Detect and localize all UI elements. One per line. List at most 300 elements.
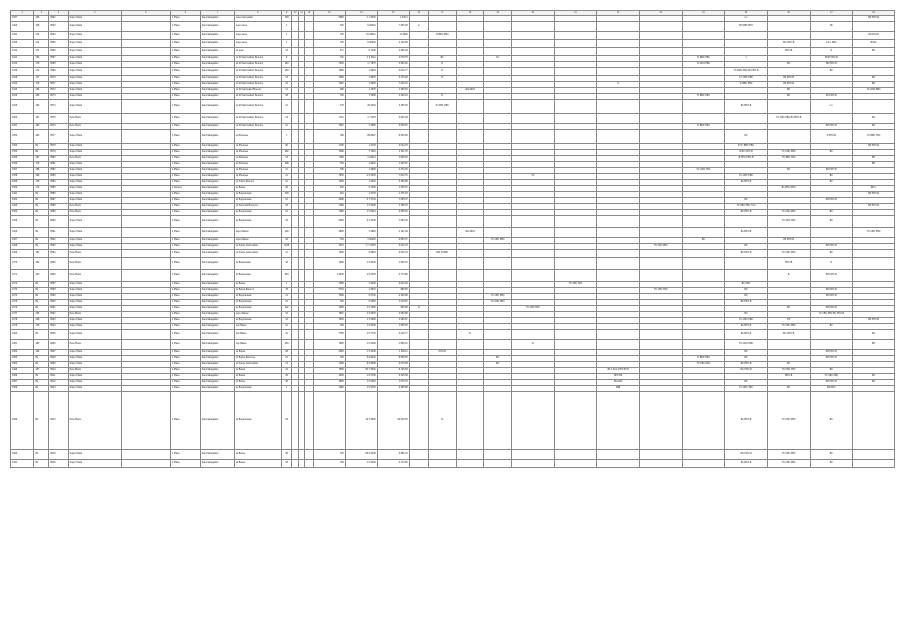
table-cell[interactable]: ss 8Sesoea <box>234 174 281 180</box>
table-cell[interactable]: 1360 <box>11 186 34 192</box>
table-cell[interactable]: 1 7 1 6PH <box>345 244 377 250</box>
table-cell[interactable] <box>121 250 170 258</box>
table-cell[interactable]: Super Plaza <box>68 76 121 82</box>
table-cell[interactable]: 8589 <box>49 210 68 216</box>
table-cell[interactable]: Tc.2461 PBC <box>682 62 725 68</box>
table-cell[interactable]: Sammabagation <box>200 460 234 468</box>
table-cell[interactable]: ss 99 Sammabad. Boreurs <box>234 76 281 82</box>
table-cell[interactable] <box>554 216 597 228</box>
table-cell[interactable]: 8PO B6 <box>597 374 640 380</box>
table-cell[interactable]: 8604 <box>49 324 68 330</box>
table-cell[interactable]: 4508 <box>313 374 345 380</box>
table-cell[interactable]: 1 Plaza <box>170 300 200 306</box>
table-cell[interactable]: 1358 <box>11 174 34 180</box>
table-cell[interactable]: 182 <box>281 150 292 156</box>
table-cell[interactable] <box>313 392 345 450</box>
table-cell[interactable] <box>428 270 456 282</box>
table-cell[interactable]: 1 Plaza <box>170 192 200 198</box>
table-cell[interactable]: B6 PPO-B <box>810 350 853 356</box>
table-cell[interactable] <box>512 40 555 48</box>
table-cell[interactable]: 166 <box>34 130 49 144</box>
table-cell[interactable]: 1 Plaza <box>170 22 200 32</box>
table-cell[interactable] <box>597 130 640 144</box>
table-cell[interactable]: B6 PPO <box>810 386 853 392</box>
table-cell[interactable]: Bss 8b3 <box>597 380 640 386</box>
table-cell[interactable]: B6 PPO-B <box>853 144 895 150</box>
table-cell[interactable]: 2 485.88 <box>377 180 409 186</box>
column-header[interactable]: 14 <box>345 11 377 16</box>
table-cell[interactable]: 61 <box>281 198 292 204</box>
table-cell[interactable] <box>810 330 853 340</box>
table-cell[interactable] <box>554 460 597 468</box>
table-cell[interactable]: 1368 <box>11 244 34 250</box>
table-cell[interactable] <box>554 330 597 340</box>
table-cell[interactable]: 7098 <box>313 250 345 258</box>
table-cell[interactable]: 8581 <box>49 162 68 168</box>
table-cell[interactable] <box>456 392 484 450</box>
table-cell[interactable]: Bs <box>34 386 49 392</box>
table-cell[interactable]: 8609 <box>49 362 68 368</box>
table-cell[interactable]: 7186 <box>313 156 345 162</box>
table-cell[interactable]: 182 <box>34 250 49 258</box>
table-cell[interactable] <box>853 460 895 468</box>
table-cell[interactable]: 1 Plaza <box>170 40 200 48</box>
table-cell[interactable]: 1356 <box>11 162 34 168</box>
column-header[interactable]: 5 <box>121 11 170 16</box>
table-row[interactable] <box>11 228 895 238</box>
table-cell[interactable]: 1355 <box>11 156 34 162</box>
table-cell[interactable]: 7586 <box>313 368 345 374</box>
table-cell[interactable]: 795 <box>313 450 345 460</box>
table-cell[interactable] <box>121 460 170 468</box>
table-cell[interactable] <box>639 48 682 56</box>
table-cell[interactable]: 8566 <box>49 48 68 56</box>
table-cell[interactable]: Bs PPO-B <box>725 330 768 340</box>
table-cell[interactable]: Bs <box>34 380 49 386</box>
table-cell[interactable]: n <box>725 56 768 62</box>
table-cell[interactable]: TC CBC TBC <box>767 368 810 374</box>
table-cell[interactable] <box>121 270 170 282</box>
table-cell[interactable] <box>121 40 170 48</box>
table-cell[interactable]: 8590 <box>49 216 68 228</box>
table-cell[interactable]: 1362 <box>11 198 34 204</box>
table-cell[interactable] <box>456 130 484 144</box>
table-cell[interactable]: 182 <box>34 340 49 350</box>
table-cell[interactable] <box>121 100 170 114</box>
table-cell[interactable]: 1391 <box>11 460 34 468</box>
table-cell[interactable]: TC BBC TBC <box>767 156 810 162</box>
table-cell[interactable] <box>767 340 810 350</box>
table-cell[interactable]: 1 Plaza <box>170 32 200 40</box>
table-cell[interactable]: Bs <box>34 150 49 156</box>
table-cell[interactable]: BC <box>767 386 810 392</box>
table-cell[interactable]: BC <box>767 168 810 174</box>
table-cell[interactable]: 6 PPO-B <box>810 130 853 144</box>
table-cell[interactable]: 1 Plaza <box>170 114 200 124</box>
table-cell[interactable]: 3 050.38 <box>377 114 409 124</box>
column-header[interactable]: 23 <box>639 11 682 16</box>
table-cell[interactable]: 2 448.98 <box>377 294 409 300</box>
table-cell[interactable]: Sammabagation <box>200 168 234 174</box>
table-cell[interactable]: ss Basse <box>234 380 281 386</box>
table-cell[interactable]: 8571 <box>49 82 68 88</box>
table-cell[interactable] <box>597 68 640 76</box>
table-cell[interactable]: BC <box>810 250 853 258</box>
table-cell[interactable]: 788 <box>313 130 345 144</box>
table-cell[interactable]: 889.55 <box>377 288 409 294</box>
table-cell[interactable]: Tc.BBC PBC <box>682 124 725 130</box>
table-cell[interactable] <box>810 32 853 40</box>
table-cell[interactable] <box>853 68 895 76</box>
table-cell[interactable]: 1 Plaza <box>170 294 200 300</box>
table-cell[interactable]: 445 <box>313 186 345 192</box>
table-row[interactable] <box>11 450 895 460</box>
table-cell[interactable]: 7 812.76 <box>377 174 409 180</box>
table-cell[interactable]: BG PPO-B <box>767 330 810 340</box>
table-cell[interactable]: 8569 <box>49 68 68 76</box>
table-cell[interactable]: Sammabagation <box>200 62 234 68</box>
table-cell[interactable]: 1390 <box>11 450 34 460</box>
table-cell[interactable]: 1 Plaza <box>170 340 200 350</box>
table-cell[interactable]: 1378 <box>11 318 34 324</box>
table-cell[interactable]: ss Baypraosaw <box>234 318 281 324</box>
table-cell[interactable]: PPO-B <box>428 350 456 356</box>
column-header[interactable]: 7 <box>200 11 234 16</box>
table-cell[interactable]: ss 99 Sammabad. Boreurs <box>234 100 281 114</box>
table-cell[interactable]: 8563 <box>49 22 68 32</box>
table-cell[interactable]: Bs <box>34 294 49 300</box>
table-cell[interactable]: TC CBC PBC <box>725 76 768 82</box>
table-cell[interactable]: 1382 <box>11 350 34 356</box>
table-cell[interactable] <box>597 100 640 114</box>
table-cell[interactable]: 328 <box>281 192 292 198</box>
table-cell[interactable]: 789 <box>313 324 345 330</box>
table-cell[interactable] <box>725 32 768 40</box>
table-cell[interactable]: ss 8Sesoea <box>234 130 281 144</box>
table-cell[interactable]: BC <box>725 288 768 294</box>
table-cell[interactable] <box>512 250 555 258</box>
table-cell[interactable] <box>682 130 725 144</box>
table-cell[interactable]: 178 <box>34 82 49 88</box>
table-cell[interactable]: 1628 <box>281 244 292 250</box>
table-cell[interactable]: BC <box>810 174 853 180</box>
table-cell[interactable]: 8602 <box>49 312 68 318</box>
table-cell[interactable]: B6 PPO-B <box>767 82 810 88</box>
table-cell[interactable] <box>767 32 810 40</box>
table-cell[interactable]: 8608 <box>49 356 68 362</box>
table-cell[interactable]: 1 Plaza <box>170 144 200 150</box>
table-cell[interactable]: Bs PPO-B <box>725 324 768 330</box>
table-cell[interactable]: Super Plaza <box>68 180 121 186</box>
column-header[interactable]: 20 <box>512 11 555 16</box>
table-cell[interactable]: 33 <box>281 238 292 244</box>
table-row[interactable] <box>11 130 895 144</box>
table-cell[interactable] <box>725 114 768 124</box>
table-cell[interactable]: 8588 <box>49 204 68 210</box>
table-cell[interactable]: 1 Plaza <box>170 130 200 144</box>
table-cell[interactable]: Tc.2051 PBC <box>428 100 456 114</box>
table-cell[interactable]: 1340 <box>11 62 34 68</box>
table-cell[interactable]: 6 90034 <box>345 22 377 32</box>
table-row[interactable] <box>11 32 895 40</box>
table-cell[interactable]: super Basse <box>234 238 281 244</box>
table-cell[interactable]: Bs <box>34 392 49 450</box>
table-cell[interactable]: 8592 <box>49 238 68 244</box>
table-cell[interactable]: 8612 <box>49 380 68 386</box>
table-cell[interactable]: 796 <box>313 300 345 306</box>
table-cell[interactable] <box>484 114 512 124</box>
table-cell[interactable] <box>682 330 725 340</box>
table-cell[interactable]: 1366 <box>11 40 34 48</box>
table-cell[interactable]: Sammabagation <box>200 216 234 228</box>
table-cell[interactable] <box>597 392 640 450</box>
table-cell[interactable] <box>456 250 484 258</box>
table-cell[interactable]: Sammabagation <box>200 114 234 124</box>
table-cell[interactable]: 1352 <box>11 130 34 144</box>
table-cell[interactable] <box>639 270 682 282</box>
table-cell[interactable]: 1 Plaza <box>170 250 200 258</box>
table-cell[interactable] <box>456 48 484 56</box>
table-cell[interactable]: 1A C FBC <box>810 40 853 48</box>
table-cell[interactable]: ss Basse <box>234 460 281 468</box>
table-cell[interactable] <box>554 250 597 258</box>
table-cell[interactable]: sup Basse <box>234 324 281 330</box>
table-cell[interactable] <box>682 68 725 76</box>
table-cell[interactable]: 8607 <box>49 350 68 356</box>
table-cell[interactable]: 166 <box>34 312 49 318</box>
table-row[interactable] <box>11 48 895 56</box>
table-cell[interactable]: 1359 <box>11 180 34 186</box>
table-cell[interactable] <box>121 32 170 40</box>
table-cell[interactable] <box>484 48 512 56</box>
table-cell[interactable]: 7985 <box>313 68 345 76</box>
table-cell[interactable]: 4 9 PGA <box>345 56 377 62</box>
table-cell[interactable]: 78 <box>281 288 292 294</box>
table-cell[interactable] <box>305 460 314 468</box>
table-cell[interactable]: 1 Plaza <box>170 460 200 468</box>
table-cell[interactable]: 795 <box>313 32 345 40</box>
table-cell[interactable]: 198 <box>34 22 49 32</box>
table-cell[interactable] <box>682 270 725 282</box>
table-cell[interactable]: 1348 <box>11 76 34 82</box>
table-cell[interactable]: 8613 <box>49 386 68 392</box>
table-cell[interactable]: 784 <box>313 238 345 244</box>
table-row[interactable] <box>11 216 895 228</box>
table-cell[interactable]: 1361 <box>11 192 34 198</box>
table-cell[interactable]: Sammabagation <box>200 362 234 368</box>
table-cell[interactable] <box>428 48 456 56</box>
table-cell[interactable]: BP <box>853 340 895 350</box>
table-cell[interactable] <box>682 22 725 32</box>
table-cell[interactable] <box>409 330 428 340</box>
table-cell[interactable]: Sammabagation <box>200 324 234 330</box>
table-cell[interactable] <box>484 392 512 450</box>
table-cell[interactable]: 1 Sunsea <box>170 186 200 192</box>
table-cell[interactable]: BC <box>767 62 810 68</box>
table-cell[interactable]: 2085 <box>313 350 345 356</box>
table-cell[interactable]: 2 042.77 <box>377 68 409 76</box>
table-cell[interactable]: BC <box>428 56 456 62</box>
table-cell[interactable]: ss Pasoe Boreurs <box>234 180 281 186</box>
table-cell[interactable]: 7972 <box>313 244 345 250</box>
table-cell[interactable]: PPO-B <box>767 258 810 270</box>
table-cell[interactable] <box>597 114 640 124</box>
table-cell[interactable]: 5 7 2733 <box>345 198 377 204</box>
table-cell[interactable]: BC <box>810 180 853 186</box>
table-cell[interactable] <box>725 40 768 48</box>
table-cell[interactable]: Tc.BBC PBC <box>428 32 456 40</box>
table-cell[interactable]: B6 PPO-B <box>810 244 853 250</box>
table-cell[interactable] <box>484 270 512 282</box>
table-cell[interactable] <box>725 270 768 282</box>
table-row[interactable] <box>11 270 895 282</box>
table-cell[interactable] <box>456 340 484 350</box>
table-cell[interactable]: BC <box>810 216 853 228</box>
table-cell[interactable]: 1 8 0728 <box>345 374 377 380</box>
table-cell[interactable]: Sammabagation <box>200 150 234 156</box>
table-cell[interactable]: 188 <box>34 94 49 100</box>
table-cell[interactable]: Super Plaza <box>68 174 121 180</box>
table-cell[interactable]: Super Plaza <box>68 282 121 288</box>
table-cell[interactable]: 2085 <box>313 216 345 228</box>
table-cell[interactable]: super area <box>234 40 281 48</box>
table-cell[interactable]: BC <box>853 124 895 130</box>
column-header[interactable]: 4 <box>68 11 121 16</box>
table-cell[interactable] <box>428 40 456 48</box>
table-cell[interactable] <box>597 330 640 340</box>
table-cell[interactable]: 8578 <box>49 144 68 150</box>
table-cell[interactable]: B6 PPO-B <box>810 198 853 204</box>
table-cell[interactable]: 1364 <box>11 32 34 40</box>
table-cell[interactable]: 28 <box>281 350 292 356</box>
table-cell[interactable]: 198 <box>34 174 49 180</box>
table-cell[interactable]: 1 3728 <box>345 144 377 150</box>
table-cell[interactable]: 8599 <box>49 294 68 300</box>
table-cell[interactable] <box>484 32 512 40</box>
table-cell[interactable] <box>456 460 484 468</box>
table-cell[interactable]: 11 2849 <box>377 32 409 40</box>
table-cell[interactable]: Super Plaza <box>68 82 121 88</box>
table-cell[interactable] <box>484 450 512 460</box>
table-cell[interactable]: Sammabagation <box>200 174 234 180</box>
table-cell[interactable] <box>682 228 725 238</box>
table-cell[interactable]: TC CBC PBC <box>484 294 512 300</box>
table-cell[interactable]: 1367 <box>11 238 34 244</box>
table-cell[interactable] <box>767 100 810 114</box>
table-cell[interactable]: 1 Plaza <box>170 324 200 330</box>
table-cell[interactable]: 1 Plaza <box>170 362 200 368</box>
table-cell[interactable] <box>484 340 512 350</box>
table-cell[interactable]: sup Basse <box>234 330 281 340</box>
column-header[interactable]: 3 <box>49 11 68 16</box>
table-cell[interactable]: B6 PPO-B <box>853 192 895 198</box>
table-cell[interactable]: 1370 <box>11 258 34 270</box>
table-cell[interactable] <box>853 250 895 258</box>
table-cell[interactable] <box>121 450 170 460</box>
table-cell[interactable]: 1386 <box>11 374 34 380</box>
table-cell[interactable]: 182 <box>34 258 49 270</box>
table-cell[interactable] <box>121 330 170 340</box>
table-cell[interactable]: 8597 <box>49 282 68 288</box>
table-cell[interactable]: ss 99 Sammabad. Boreurs <box>234 124 281 130</box>
table-cell[interactable]: Sammabagation <box>200 306 234 312</box>
table-cell[interactable] <box>428 460 456 468</box>
table-cell[interactable]: 1 <box>281 22 292 32</box>
table-cell[interactable]: BC <box>853 380 895 386</box>
table-cell[interactable] <box>484 100 512 114</box>
table-cell[interactable]: Bt BC <box>853 40 895 48</box>
table-cell[interactable] <box>409 392 428 450</box>
table-cell[interactable] <box>456 22 484 32</box>
table-cell[interactable]: 960.68 <box>377 306 409 312</box>
table-cell[interactable] <box>512 48 555 56</box>
table-cell[interactable]: ss Basse <box>234 450 281 460</box>
table-cell[interactable] <box>682 460 725 468</box>
table-cell[interactable] <box>682 450 725 460</box>
table-cell[interactable] <box>121 68 170 76</box>
table-cell[interactable]: 1 Plaza <box>170 228 200 238</box>
table-cell[interactable]: 183 <box>281 62 292 68</box>
table-cell[interactable] <box>409 130 428 144</box>
table-row[interactable] <box>11 340 895 350</box>
table-cell[interactable]: 1 Plaza <box>170 368 200 374</box>
table-cell[interactable]: Super Plaza <box>68 144 121 150</box>
table-cell[interactable]: 1 Plaza <box>170 450 200 460</box>
table-cell[interactable]: Sammabagation <box>200 56 234 62</box>
table-cell[interactable]: ss Basse <box>234 374 281 380</box>
table-cell[interactable]: 7 039.23 <box>377 82 409 88</box>
table-cell[interactable]: 1 Plaza <box>170 204 200 210</box>
column-header[interactable]: 12 <box>305 11 314 16</box>
table-cell[interactable]: 2 479.28 <box>377 76 409 82</box>
table-cell[interactable]: Sammabagation <box>200 186 234 192</box>
table-cell[interactable]: BC <box>810 450 853 460</box>
table-cell[interactable]: Super Plaza <box>68 374 121 380</box>
table-cell[interactable]: Sammabagation <box>200 100 234 114</box>
table-cell[interactable]: 8562 <box>49 16 68 22</box>
table-cell[interactable] <box>639 32 682 40</box>
table-cell[interactable]: 7 583.39 <box>377 216 409 228</box>
table-cell[interactable]: 1379 <box>11 324 34 330</box>
table-cell[interactable]: 7005 <box>313 62 345 68</box>
table-cell[interactable] <box>409 216 428 228</box>
table-cell[interactable]: Sammabagation <box>200 300 234 306</box>
table-cell[interactable]: BC <box>725 312 768 318</box>
table-cell[interactable]: Super Plaza <box>68 130 121 144</box>
table-cell[interactable] <box>428 258 456 270</box>
table-cell[interactable]: 8568 <box>49 62 68 68</box>
table-cell[interactable]: 13 <box>281 114 292 124</box>
table-cell[interactable] <box>597 40 640 48</box>
table-cell[interactable]: 187 <box>34 156 49 162</box>
table-cell[interactable]: 8574 <box>49 100 68 114</box>
table-cell[interactable]: 3 486.88 <box>377 386 409 392</box>
table-cell[interactable]: B6 PPO-B <box>767 76 810 82</box>
table-cell[interactable]: R <box>428 76 456 82</box>
table-cell[interactable]: Sammabagation <box>200 294 234 300</box>
table-cell[interactable]: Tc.BBC PBC <box>725 82 768 88</box>
table-cell[interactable]: 1 Plaza <box>170 216 200 228</box>
table-cell[interactable]: Sammabagation <box>200 374 234 380</box>
table-cell[interactable]: 21 <box>281 210 292 216</box>
table-cell[interactable]: 128 <box>281 228 292 238</box>
table-cell[interactable]: 7997 <box>313 124 345 130</box>
table-cell[interactable]: 6 50633 <box>345 40 377 48</box>
table-cell[interactable]: 7 055.37 <box>377 198 409 204</box>
table-cell[interactable]: 7087 <box>313 82 345 88</box>
table-cell[interactable]: 571 <box>313 48 345 56</box>
table-cell[interactable]: 1 9834 <box>345 68 377 76</box>
